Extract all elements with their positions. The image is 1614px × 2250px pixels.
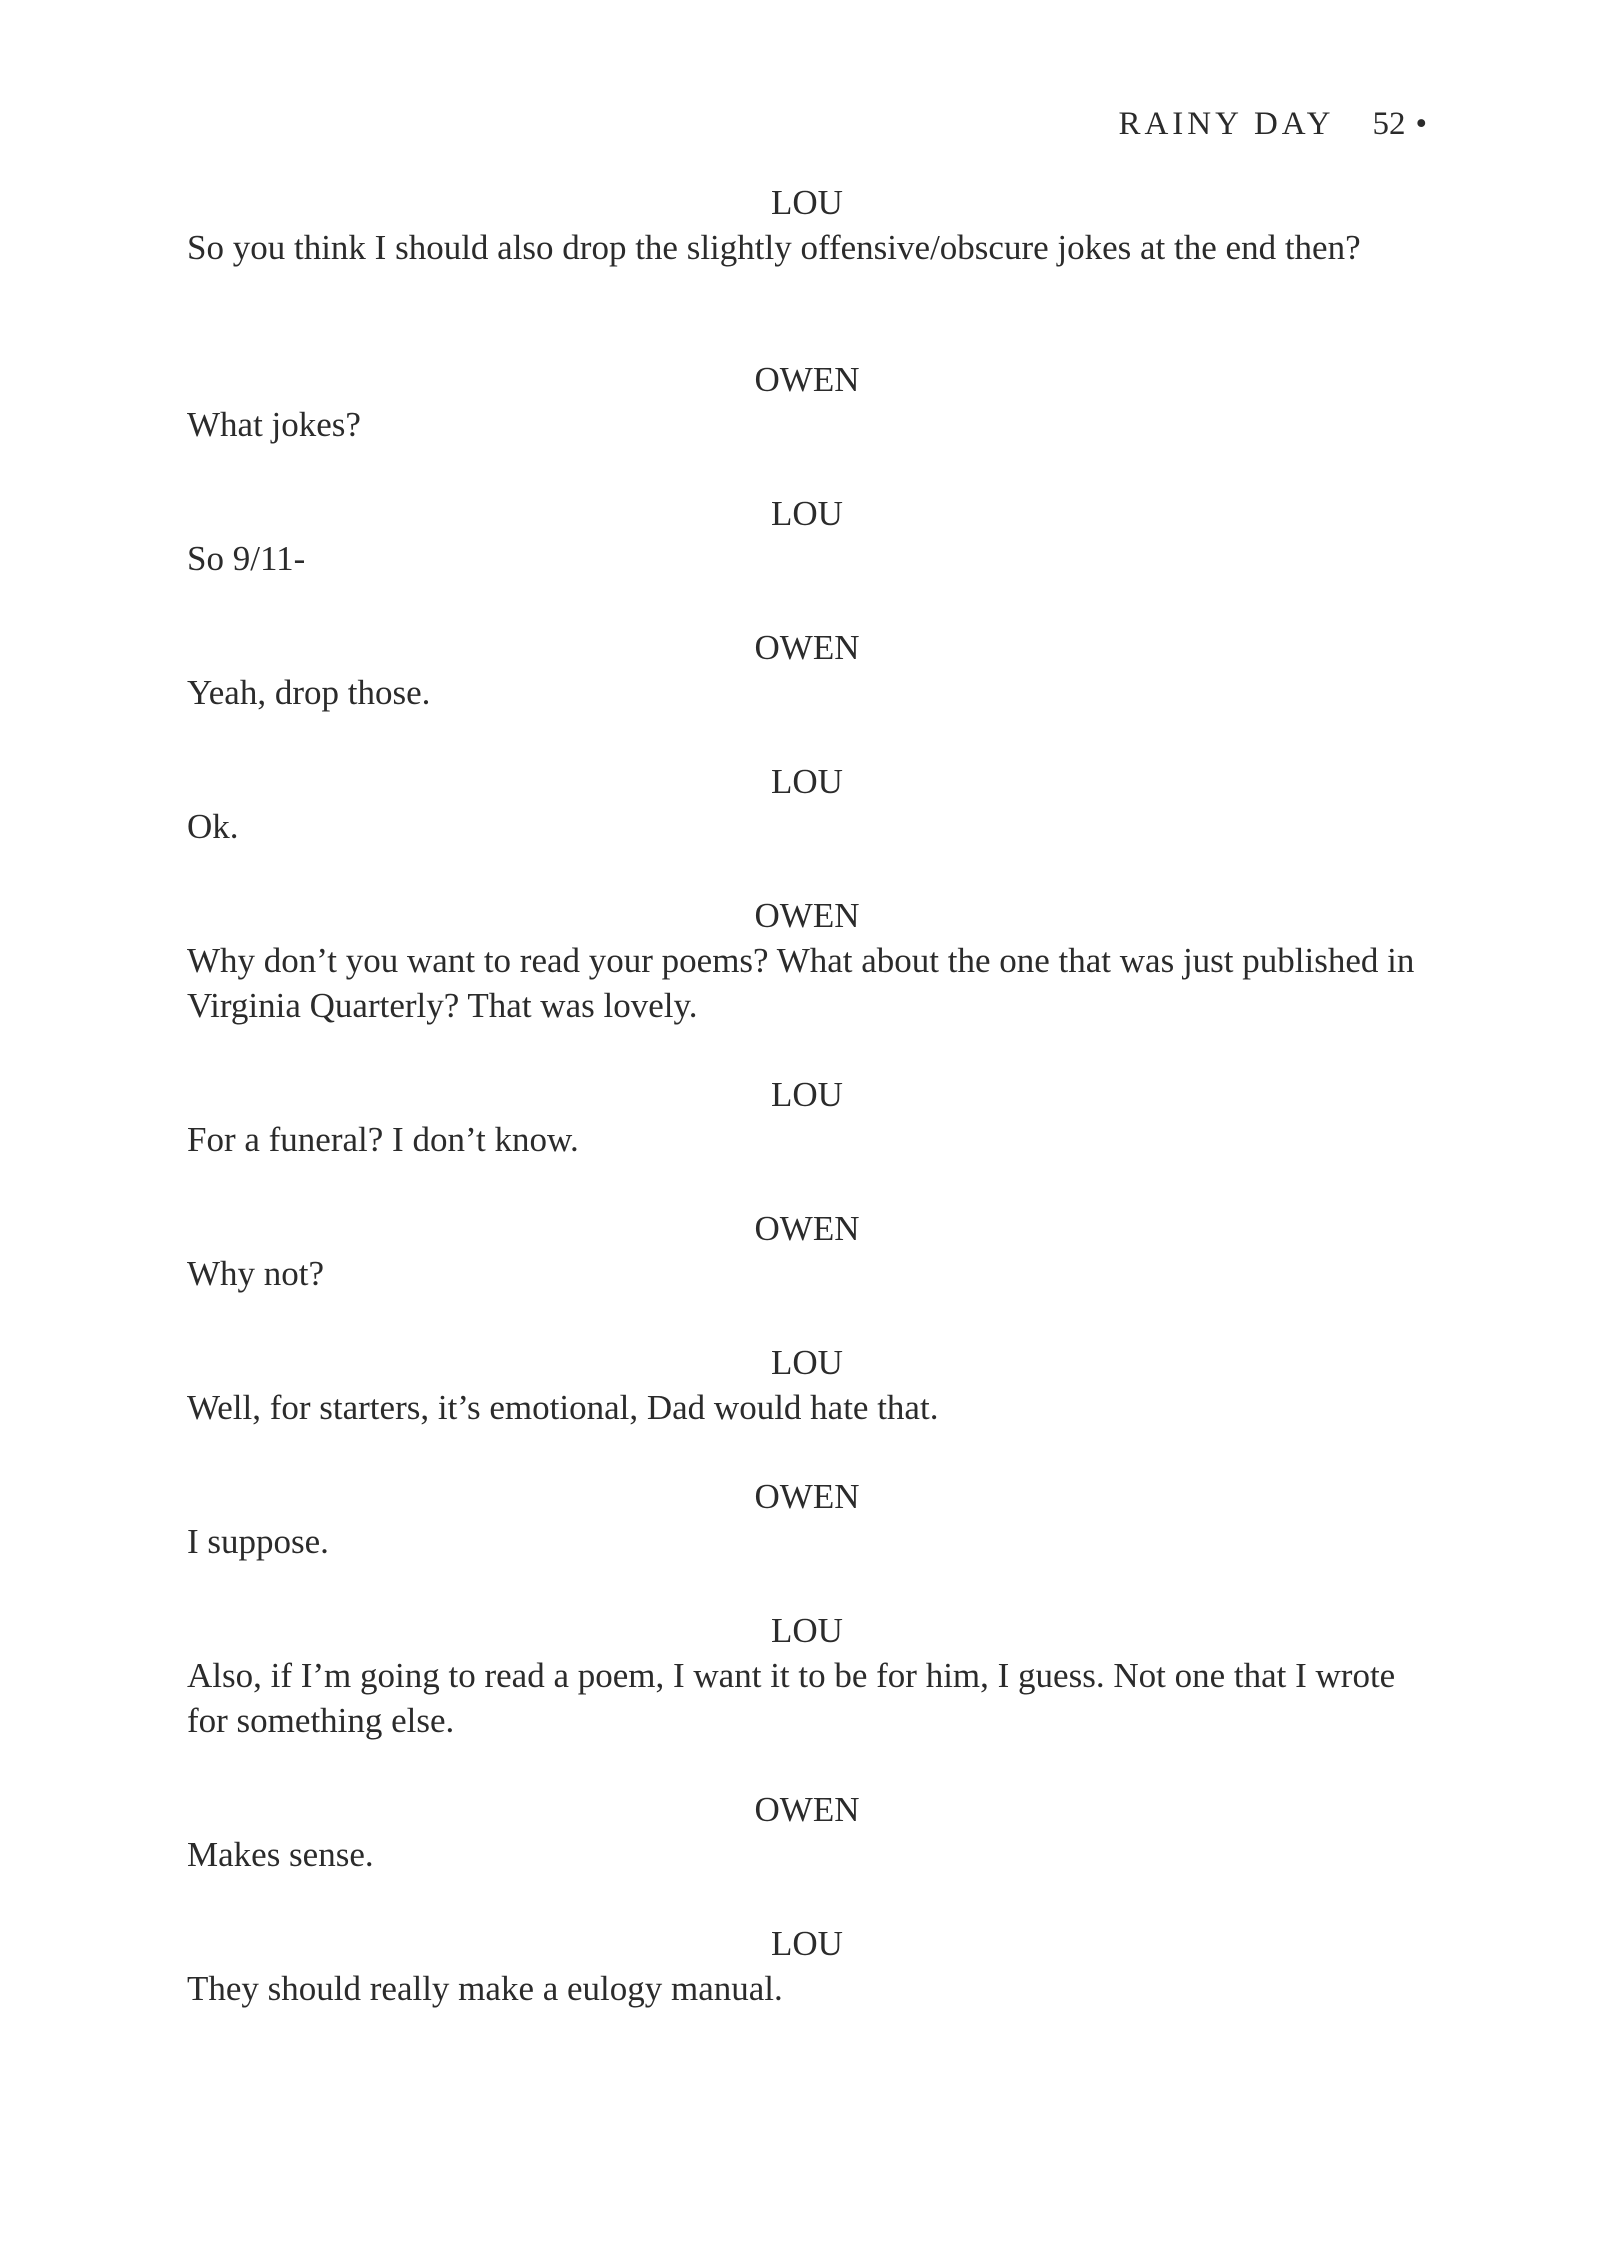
speaker-name: OWEN — [754, 1209, 860, 1248]
speaker-name: OWEN — [754, 360, 860, 399]
dialogue-block — [187, 625, 1427, 715]
dialogue-line: So you think I should also drop the slightly offensive/obscure jokes at the end then? — [187, 228, 1361, 267]
dialogue-line: What jokes? — [187, 405, 361, 444]
dialogue-block — [187, 1608, 1427, 1743]
dialogue-block — [187, 1921, 1427, 2011]
dialogue-block — [187, 180, 1427, 270]
dialogue-line: Why don’t you want to read your poems? What about the one that was just published in Virginia Quarterly? That was lovely. — [187, 941, 1415, 1025]
running-head — [1000, 104, 1427, 144]
dialogue-line: Well, for starters, it’s emotional, Dad would hate that. — [187, 1388, 939, 1427]
speaker-name: OWEN — [754, 628, 860, 667]
dialogue-line: Makes sense. — [187, 1835, 374, 1874]
speaker-name: OWEN — [754, 1477, 860, 1516]
speaker-name: OWEN — [754, 1790, 860, 1829]
dialogue-line: Yeah, drop those. — [187, 673, 431, 712]
running-title: RAINY DAY — [1118, 106, 1335, 142]
dialogue-block — [187, 759, 1427, 849]
dialogue-block — [187, 357, 1427, 447]
dialogue-block — [187, 1474, 1427, 1564]
dialogue-line: I suppose. — [187, 1522, 329, 1561]
speaker-name: LOU — [771, 1075, 843, 1114]
speaker-name: LOU — [771, 494, 843, 533]
speaker-name: OWEN — [754, 896, 860, 935]
dialogue-body — [187, 180, 1427, 2011]
bullet-mark: • — [1415, 106, 1427, 142]
page-number: 52 — [1372, 106, 1406, 142]
dialogue-block — [187, 893, 1427, 1028]
dialogue-line: For a funeral? I don’t know. — [187, 1120, 579, 1159]
dialogue-block — [187, 491, 1427, 581]
dialogue-block — [187, 1787, 1427, 1877]
speaker-name: LOU — [771, 1611, 843, 1650]
dialogue-line: So 9/11- — [187, 539, 306, 578]
dialogue-line: Why not? — [187, 1254, 325, 1293]
dialogue-block — [187, 1340, 1427, 1430]
dialogue-line: They should really make a eulogy manual. — [187, 1969, 783, 2008]
dialogue-block — [187, 1206, 1427, 1296]
speaker-name: LOU — [771, 183, 843, 222]
dialogue-line: Also, if I’m going to read a poem, I want it to be for him, I guess. Not one that I wrote for something else. — [187, 1656, 1396, 1740]
speaker-name: LOU — [771, 762, 843, 801]
dialogue-line: Ok. — [187, 807, 239, 846]
speaker-name: LOU — [771, 1924, 843, 1963]
dialogue-block — [187, 1072, 1427, 1162]
speaker-name: LOU — [771, 1343, 843, 1382]
